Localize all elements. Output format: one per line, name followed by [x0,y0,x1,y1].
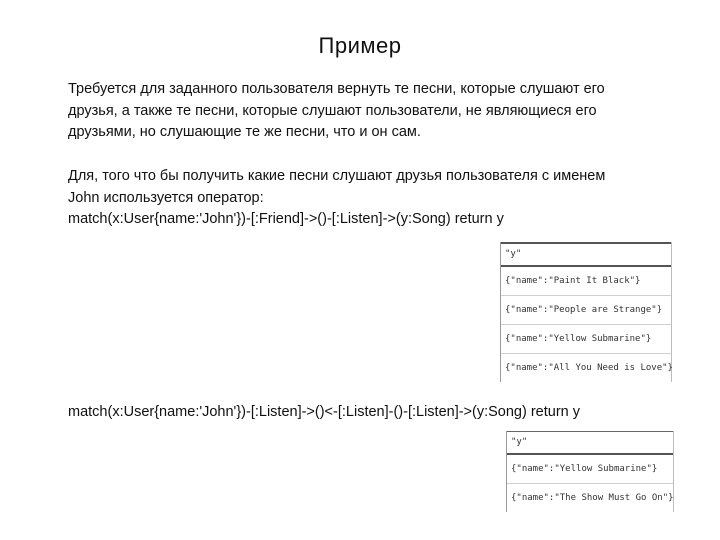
table-row: {"name":"Yellow Submarine"} [507,455,673,484]
text-line: Требуется для заданного пользователя вернуть те песни, которые слушают его [68,81,605,97]
query-1: match(x:User{name:'John'})-[:Friend]->()-[:Listen]->(y:Song) return y [68,211,504,227]
table-row: {"name":"All You Need is Love"} [505,363,673,373]
query-explanation [68,166,688,231]
table-row: {"name":"Paint It Black"} [501,267,671,296]
slide-title: Пример [318,33,402,58]
table-row: {"name":"Yellow Submarine"} [501,325,671,354]
table-row: {"name":"People are Strange"} [501,296,671,325]
text-line: друзья, а также те песни, которые слушают пользователи, не являющиеся его [68,102,597,119]
text-line: друзьями, но слушающие те же песни, что и он сам. [68,124,421,140]
result-table-1 [500,242,672,382]
result-table-2 [506,431,674,512]
text-line: Для, того что бы получить какие песни слушают друзья пользователя с именем [68,168,606,184]
query-2: match(x:User{name:'John'})-[:Listen]->()<-[:Listen]-()-[:Listen]->(y:Song) return y [68,404,581,420]
text-line: John используется оператор: [68,189,264,206]
task-description [68,79,688,144]
table-row: {"name":"The Show Must Go On"} [511,493,674,503]
table-header: "y" [507,431,673,455]
table-header: "y" [501,242,671,267]
